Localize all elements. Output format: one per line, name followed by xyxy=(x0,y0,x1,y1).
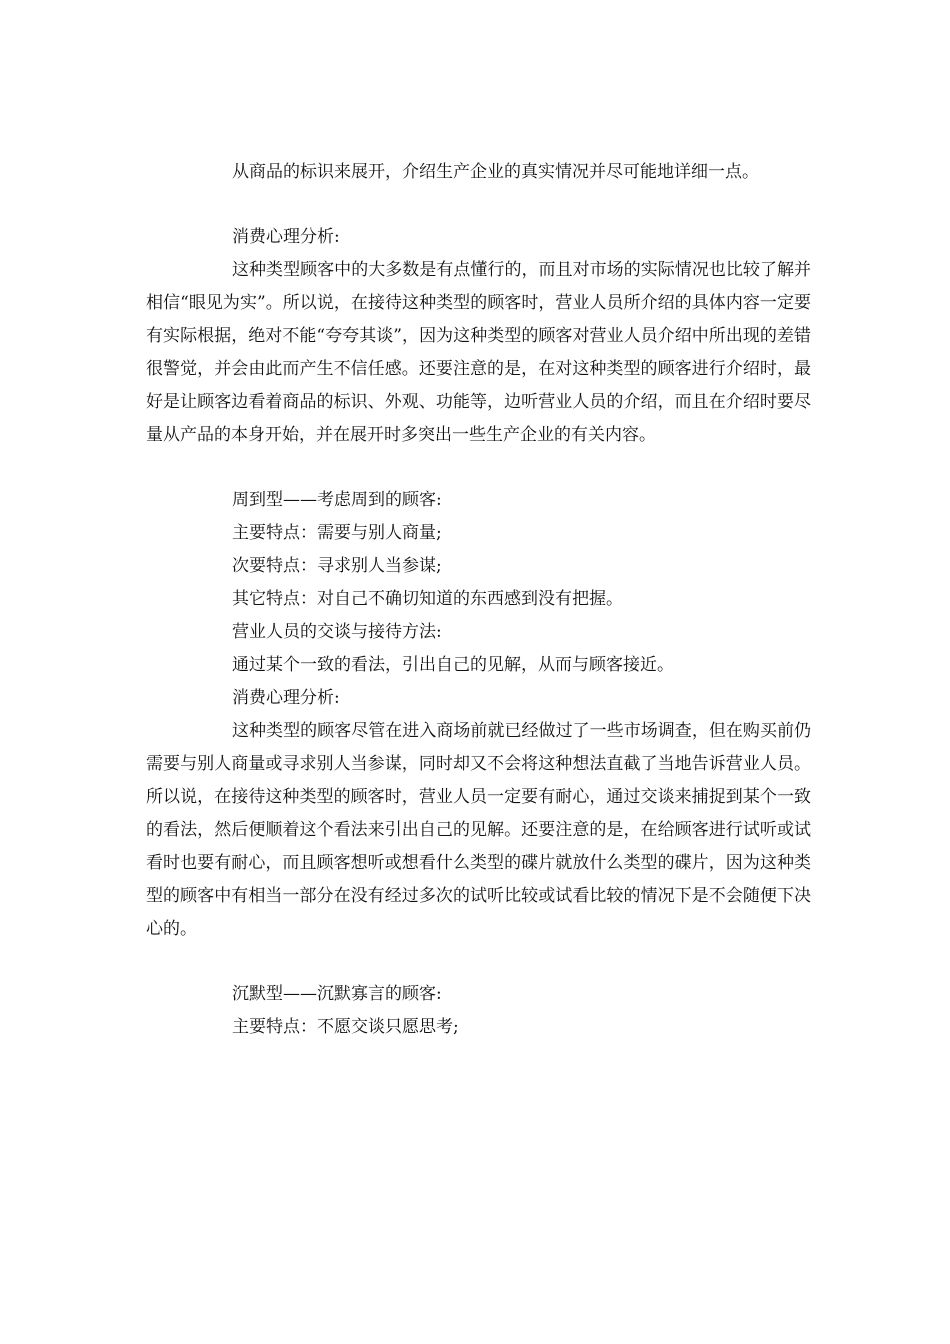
analysis-paragraph: 这种类型顾客中的大多数是有点懂行的，而且对市场的实际情况也比较了解并相信“眼见为实”。所以说，在接待这种类型的顾客时，营业人员所介绍的具体内容一定要有实际根据，绝对不能“夸夸其谈”，因为这种类型的顾客对营业人员介绍中所出现的差错很警觉，并会由此而产生不信任感。还要注意的是，在对这种类型的顾客进行介绍时，最好是让顾客边看着商品的标识、外观、功能等，边听营业人员的介绍，而且在介绍时要尽量从产品的本身开始，并在展开时多突出一些生产企业的有关内容。 xyxy=(146,260,811,445)
type-heading: 周到型——考虑周到的顾客: xyxy=(232,490,442,510)
intro-line: 从商品的标识来展开，介绍生产企业的真实情况并尽可能地详细一点。 xyxy=(232,162,759,182)
analysis-heading: 消费心理分析: xyxy=(232,227,340,247)
main-feature: 主要特点：需要与别人商量; xyxy=(232,523,442,543)
other-feature: 其它特点：对自己不确切知道的东西感到没有把握。 xyxy=(232,589,623,609)
secondary-feature: 次要特点：寻求别人当参谋; xyxy=(232,556,442,576)
analysis-heading: 消费心理分析: xyxy=(232,688,340,708)
spacer xyxy=(146,452,811,484)
method-line: 通过某个一致的看法，引出自己的见解，从而与顾客接近。 xyxy=(232,655,674,675)
main-feature: 主要特点：不愿交谈只愿思考; xyxy=(232,1017,459,1037)
spacer xyxy=(146,189,811,221)
spacer xyxy=(146,946,811,978)
type-heading: 沉默型——沉默寡言的顾客: xyxy=(232,984,442,1004)
document-body xyxy=(146,156,811,1044)
method-heading: 营业人员的交谈与接待方法: xyxy=(232,622,442,642)
analysis-paragraph: 这种类型的顾客尽管在进入商场前就已经做过了一些市场调查，但在购买前仍需要与别人商量或寻求别人当参谋，同时却又不会将这种想法直截了当地告诉营业人员。所以说，在接待这种类型的顾客时，营业人员一定要有耐心，通过交谈来捕捉到某个一致的看法，然后便顺着这个看法来引出自己的见解。还要注意的是，在给顾客进行试听或试看时也要有耐心，而且顾客想听或想看什么类型的碟片就放什么类型的碟片，因为这种类型的顾客中有相当一部分在没有经过多次的试听比较或试看比较的情况下是不会随便下决心的。 xyxy=(146,721,811,939)
